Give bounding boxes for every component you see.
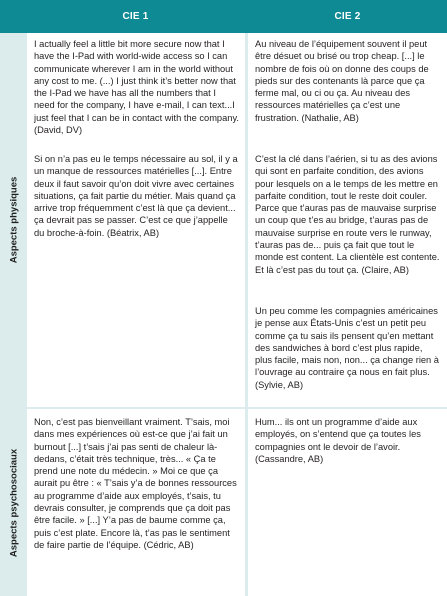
quote-cassandre: Hum... ils ont un programme d’aide aux employés, on s’entend que ça toutes les compagnies ont le devoir de l’avoir. (Cassandre, AB): [255, 417, 421, 464]
quote-beatrix: Si on n’a pas eu le temps nécessaire au sol, il y a un manque de ressources matérielles [...]. Entre deux il faut savoir qu’on doit vivre avec certaines situations, ça fait partie du métier. Mais quand ça arrive trop fréquemment c’est là que ça devient... ça devrait pas se passer. C’est ce que j’appelle du broche-à-foin. (Béatrix, AB): [34, 154, 238, 238]
cell-psychosocial-cie1: [27, 409, 245, 596]
header-cie2: CIE 2: [334, 11, 361, 22]
row-label-psychosocial: Aspects psychosociaux: [8, 448, 19, 557]
quote-claire: C’est la clé dans l’aérien, si tu as des avions qui sont en parfaite condition, des avions pour lesquels on a le temps de les mettre en parfaite condition, tout le reste doit couler. Parce que t’auras pas de mauvaise surprise un coup que t’es au bridge, t’auras pas de mauvaise surprise en route vers le runway, t’auras pas de... puis ça fait que tout le monde est content. La clientèle est contente. Et là c’est pas du tout ça. (Claire, AB): [255, 154, 440, 275]
header-cie1: CIE 1: [122, 11, 149, 22]
table-header: [0, 0, 447, 33]
row-label-physical: Aspects physiques: [8, 176, 19, 264]
quote-nathalie: Au niveau de l’équipement souvent il peut être désuet ou brisé ou trop cheap. [...] le nombre de fois où on donne des coups de pieds sur des contenants là parce que ça ferme mal, ou ci ou ça. Au niveau des ressources matérielles ça c’est une frustration. (Nathalie, AB): [255, 39, 429, 123]
quote-sylvie: Un peu comme les compagnies américaines je pense aux États-Unis c’est un petit peu comme ça tu sais ils pensent qu’en mettant des sandwiches à bord c’est plus rapide, plus facile, mais non, non... ça change rien à l’ouvrage au contraire ça nous en fait plus. (Sylvie, AB): [255, 306, 439, 390]
cell-psychosocial-cie2: [248, 409, 447, 596]
cell-physical-cie2: [248, 33, 447, 407]
quote-cedric: Non, c’est pas bienveillant vraiment. T’sais, moi dans mes expériences où est-ce que j’ai fait un burnout [...] t’sais j’ai pas senti de chaleur là-dedans, c’était très technique, très... « Ça te prend une note du médecin. » Moi ce que ça aurait pu être : « T’sais y’a de bonnes ressources au programme d’aide aux employés, t’sais, tu devrais consulter, je comprends que ça doit pas être facile. » [...] Y’a pas de baume comme ça, puis c’est plate. Encore là, t’as pas le sentiment de faire partie de l’équipe. (Cédric, AB): [34, 417, 237, 550]
quote-david: I actually feel a little bit more secure now that I have the I-Pad with world-wide access so I can communicate wherever I am in the world without any cost to me. (...) I just think it’s better now that the I-Pad we have has all the numbers that I need for the company, I have e-mail, I can text...I just feel that I can be in contact with the company. (David, DV): [34, 39, 239, 136]
cell-physical-cie1: [27, 33, 245, 407]
